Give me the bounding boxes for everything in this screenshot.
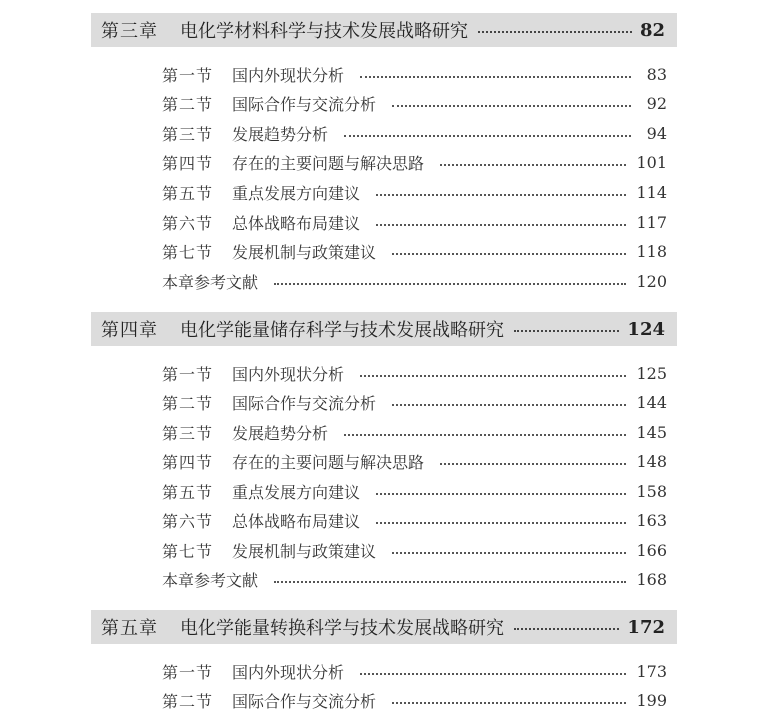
section-number: 第一节 — [162, 65, 214, 85]
section-page-number: 125 — [636, 363, 667, 383]
section-title: 国际合作与交流分析 — [232, 94, 377, 114]
toc-entry[interactable] — [162, 239, 667, 263]
section-number: 第四节 — [162, 153, 214, 173]
section-title: 国际合作与交流分析 — [232, 691, 377, 711]
section-title: 国内外现状分析 — [232, 662, 345, 682]
references-page-number: 168 — [636, 569, 667, 589]
section-page-number: 173 — [636, 661, 667, 681]
section-page-number: 144 — [636, 392, 667, 412]
section-number: 第七节 — [162, 541, 214, 561]
section-page-number: 117 — [636, 212, 667, 232]
chapter-number: 第三章 — [101, 21, 158, 42]
leader-dots — [392, 404, 626, 406]
toc-entry[interactable] — [162, 479, 667, 503]
section-title: 国际合作与交流分析 — [232, 393, 377, 413]
references-page-number: 120 — [636, 271, 667, 291]
toc-entry[interactable] — [162, 449, 667, 473]
toc-entry[interactable] — [162, 659, 667, 683]
leader-dots — [360, 76, 631, 78]
section-page-number: 145 — [636, 422, 667, 442]
toc-entry[interactable] — [162, 420, 667, 444]
chapter-page-number: 124 — [627, 318, 665, 340]
section-title: 发展趋势分析 — [232, 124, 329, 144]
section-page-number: 163 — [636, 510, 667, 530]
toc-entry[interactable] — [162, 91, 667, 115]
section-page-number: 92 — [646, 93, 667, 113]
leader-dots — [376, 522, 626, 524]
section-title: 存在的主要问题与解决思路 — [232, 153, 425, 173]
section-title: 总体战略布局建议 — [232, 213, 361, 233]
leader-dots — [376, 493, 626, 495]
toc-entry[interactable] — [162, 180, 667, 204]
section-number: 第三节 — [162, 124, 214, 144]
toc-entry[interactable] — [162, 508, 667, 532]
section-number: 第二节 — [162, 691, 214, 711]
chapter-number: 第四章 — [101, 320, 158, 341]
toc-entry[interactable] — [162, 210, 667, 234]
leader-dots — [360, 673, 626, 675]
section-number: 第四节 — [162, 452, 214, 472]
section-number: 第一节 — [162, 364, 214, 384]
section-page-number: 166 — [636, 540, 667, 560]
section-number: 第三节 — [162, 423, 214, 443]
leader-dots — [478, 31, 632, 33]
toc-entry[interactable] — [162, 62, 667, 86]
section-number: 第二节 — [162, 94, 214, 114]
section-number: 第五节 — [162, 482, 214, 502]
references-title: 本章参考文献 — [162, 570, 259, 590]
leader-dots — [274, 283, 626, 285]
section-page-number: 118 — [636, 241, 667, 261]
section-page-number: 158 — [636, 481, 667, 501]
section-page-number: 148 — [636, 451, 667, 471]
section-number: 第一节 — [162, 662, 214, 682]
leader-dots — [392, 552, 626, 554]
leader-dots — [376, 224, 626, 226]
leader-dots — [392, 253, 626, 255]
section-number: 第二节 — [162, 393, 214, 413]
section-title: 总体战略布局建议 — [232, 511, 361, 531]
chapter-page-number: 82 — [639, 19, 665, 41]
leader-dots — [440, 164, 626, 166]
leader-dots — [274, 581, 626, 583]
leader-dots — [344, 135, 631, 137]
section-title: 发展机制与政策建议 — [232, 242, 377, 262]
section-title: 国内外现状分析 — [232, 364, 345, 384]
section-page-number: 83 — [646, 64, 667, 84]
leader-dots — [514, 628, 619, 630]
toc-entry[interactable] — [162, 361, 667, 385]
toc-entry[interactable] — [162, 121, 667, 145]
chapter-number: 第五章 — [101, 618, 158, 639]
toc-entry-references[interactable] — [162, 567, 667, 591]
leader-dots — [376, 194, 626, 196]
chapter-header[interactable] — [91, 13, 677, 47]
chapter-title: 电化学能量储存科学与技术发展战略研究 — [180, 320, 504, 341]
section-number: 第六节 — [162, 511, 214, 531]
section-title: 重点发展方向建议 — [232, 183, 361, 203]
section-number: 第七节 — [162, 242, 214, 262]
leader-dots — [514, 330, 619, 332]
section-number: 第六节 — [162, 213, 214, 233]
chapter-header[interactable] — [91, 312, 677, 346]
section-title: 国内外现状分析 — [232, 65, 345, 85]
toc-entry-references[interactable] — [162, 269, 667, 293]
toc-entry[interactable] — [162, 688, 667, 712]
chapter-page-number: 172 — [627, 616, 665, 638]
toc-entry[interactable] — [162, 390, 667, 414]
leader-dots — [392, 702, 626, 704]
toc-entry[interactable] — [162, 538, 667, 562]
leader-dots — [440, 463, 626, 465]
chapter-title: 电化学材料科学与技术发展战略研究 — [180, 21, 468, 42]
section-title: 发展机制与政策建议 — [232, 541, 377, 561]
section-title: 重点发展方向建议 — [232, 482, 361, 502]
section-title: 发展趋势分析 — [232, 423, 329, 443]
chapter-title: 电化学能量转换科学与技术发展战略研究 — [180, 618, 504, 639]
leader-dots — [360, 375, 626, 377]
leader-dots — [344, 434, 626, 436]
leader-dots — [392, 105, 631, 107]
toc-entry[interactable] — [162, 150, 667, 174]
section-page-number: 101 — [636, 152, 667, 172]
section-page-number: 199 — [636, 690, 667, 710]
chapter-header[interactable] — [91, 610, 677, 644]
section-title: 存在的主要问题与解决思路 — [232, 452, 425, 472]
references-title: 本章参考文献 — [162, 272, 259, 292]
section-page-number: 114 — [636, 182, 667, 202]
section-number: 第五节 — [162, 183, 214, 203]
section-page-number: 94 — [646, 123, 667, 143]
